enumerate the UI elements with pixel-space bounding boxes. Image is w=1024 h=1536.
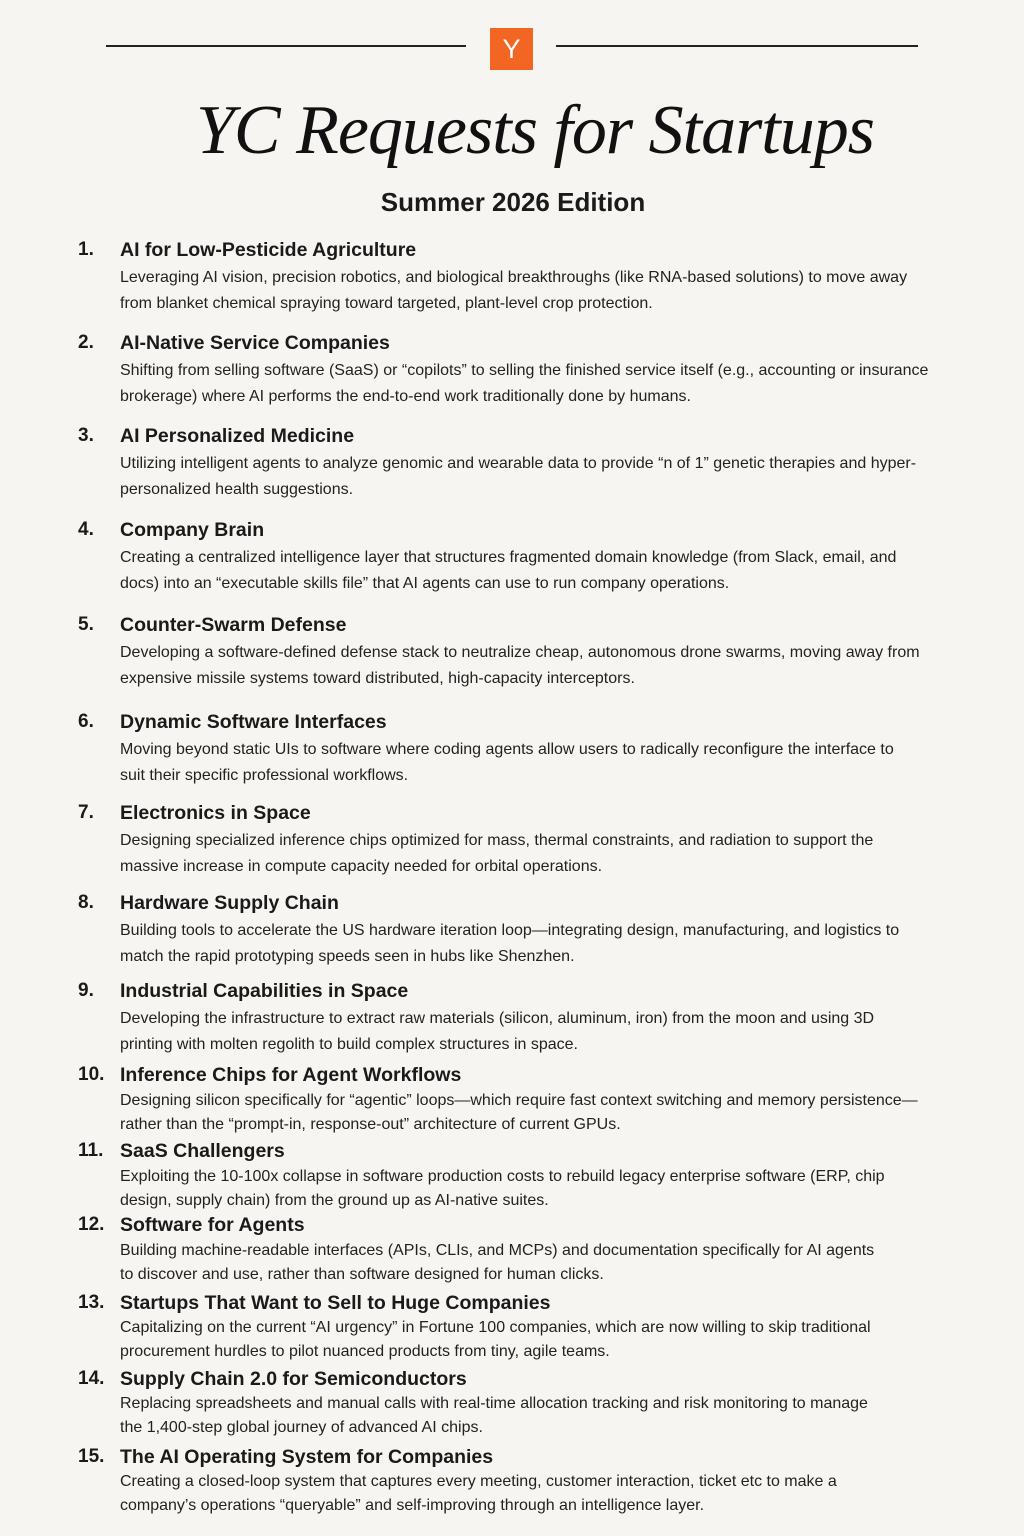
item-description: Moving beyond static UIs to software where coding agents allow users to radically reconfigure the interface to suit their specific professional workflows. [120, 741, 894, 784]
item-description: Capitalizing on the current “AI urgency” in Fortune 100 companies, which are now willing to skip traditional procurement hurdles to pilot nuanced products from tiny, agile teams. [120, 1319, 871, 1360]
item-title: Startups That Want to Sell to Huge Companies [120, 1292, 551, 1314]
item-description: Utilizing intelligent agents to analyze genomic and wearable data to provide “n of 1” genetic therapies and hyper-personalized health suggestions. [120, 455, 917, 498]
item-title: Inference Chips for Agent Workflows [120, 1064, 462, 1086]
item-title: Company Brain [120, 519, 265, 541]
header-rule-right [556, 45, 918, 47]
item-description: Exploiting the 10-100x collapse in software production costs to rebuild legacy enterprise software (ERP, chip design, supply chain) from the ground up as AI-native suites. [120, 1168, 885, 1209]
item-title: AI-Native Service Companies [120, 332, 390, 354]
item-number: 3. [78, 425, 94, 446]
item-number: 9. [78, 980, 94, 1001]
item-title: AI for Low-Pesticide Agriculture [120, 239, 417, 261]
item-number: 1. [78, 239, 94, 260]
item-description: Developing a software-defined defense stack to neutralize cheap, autonomous drone swarms, moving away from expensive missile systems toward distributed, high-capacity interceptors. [120, 644, 920, 687]
page-subtitle: Summer 2026 Edition [380, 187, 646, 217]
item-title: Software for Agents [120, 1214, 305, 1236]
page-title: YC Requests for Startups [195, 92, 875, 169]
logo-letter: Y [502, 33, 521, 64]
item-title: Hardware Supply Chain [120, 892, 339, 914]
item-number: 14. [78, 1368, 105, 1389]
yc-logo-icon [490, 28, 533, 70]
item-description: Creating a closed-loop system that captures every meeting, customer interaction, ticket etc to make a company’s operations “queryable” and self-improving through an intelligence layer. [120, 1473, 837, 1514]
item-description: Building machine-readable interfaces (APIs, CLIs, and MCPs) and documentation specifically for AI agents to discover and use, rather than software designed for human clicks. [120, 1242, 875, 1283]
item-description: Leveraging AI vision, precision robotics, and biological breakthroughs (like RNA-based solutions) to move away from blanket chemical spraying toward targeted, plant-level crop protection. [120, 269, 908, 312]
item-number: 2. [78, 332, 94, 353]
item-title: SaaS Challengers [120, 1140, 285, 1162]
item-number: 13. [78, 1292, 105, 1313]
item-title: AI Personalized Medicine [120, 425, 355, 447]
item-title: Industrial Capabilities in Space [120, 980, 409, 1002]
item-number: 7. [78, 802, 94, 823]
item-description: Replacing spreadsheets and manual calls with real-time allocation tracking and risk monitoring to manage the 1,400-step global journey of advanced AI chips. [120, 1395, 868, 1436]
item-number: 4. [78, 519, 94, 540]
item-number: 12. [78, 1214, 105, 1235]
item-title: Dynamic Software Interfaces [120, 711, 387, 733]
item-description: Building tools to accelerate the US hardware iteration loop—integrating design, manufacturing, and logistics to match the rapid prototyping speeds seen in hubs like Shenzhen. [120, 922, 900, 965]
item-number: 5. [78, 614, 94, 635]
item-title: Supply Chain 2.0 for Semiconductors [120, 1368, 467, 1390]
item-number: 11. [78, 1140, 104, 1161]
item-title: Counter-Swarm Defense [120, 614, 347, 636]
item-description: Designing specialized inference chips optimized for mass, thermal constraints, and radiation to support the massive increase in compute capacity needed for orbital operations. [120, 832, 874, 875]
item-title: Electronics in Space [120, 802, 311, 824]
item-description: Developing the infrastructure to extract raw materials (silicon, aluminum, iron) from the moon and using 3D printing with molten regolith to build complex structures in space. [120, 1010, 875, 1053]
item-number: 6. [78, 711, 94, 732]
item-description: Designing silicon specifically for “agentic” loops—which require fast context switching and memory persistence—rather than the “prompt-in, response-out” architecture of current GPUs. [120, 1092, 918, 1133]
item-title: The AI Operating System for Companies [120, 1446, 494, 1468]
item-number: 15. [78, 1446, 105, 1467]
header-rule-left [106, 45, 466, 47]
item-description: Creating a centralized intelligence layer that structures fragmented domain knowledge (from Slack, email, and docs) into an “executable skills file” that AI agents can use to run company operations. [120, 549, 897, 592]
item-number: 10. [78, 1064, 105, 1085]
item-description: Shifting from selling software (SaaS) or “copilots” to selling the finished service itself (e.g., accounting or insurance brokerage) where AI performs the end-to-end work traditionally done by humans. [120, 362, 929, 405]
item-number: 8. [78, 892, 94, 913]
